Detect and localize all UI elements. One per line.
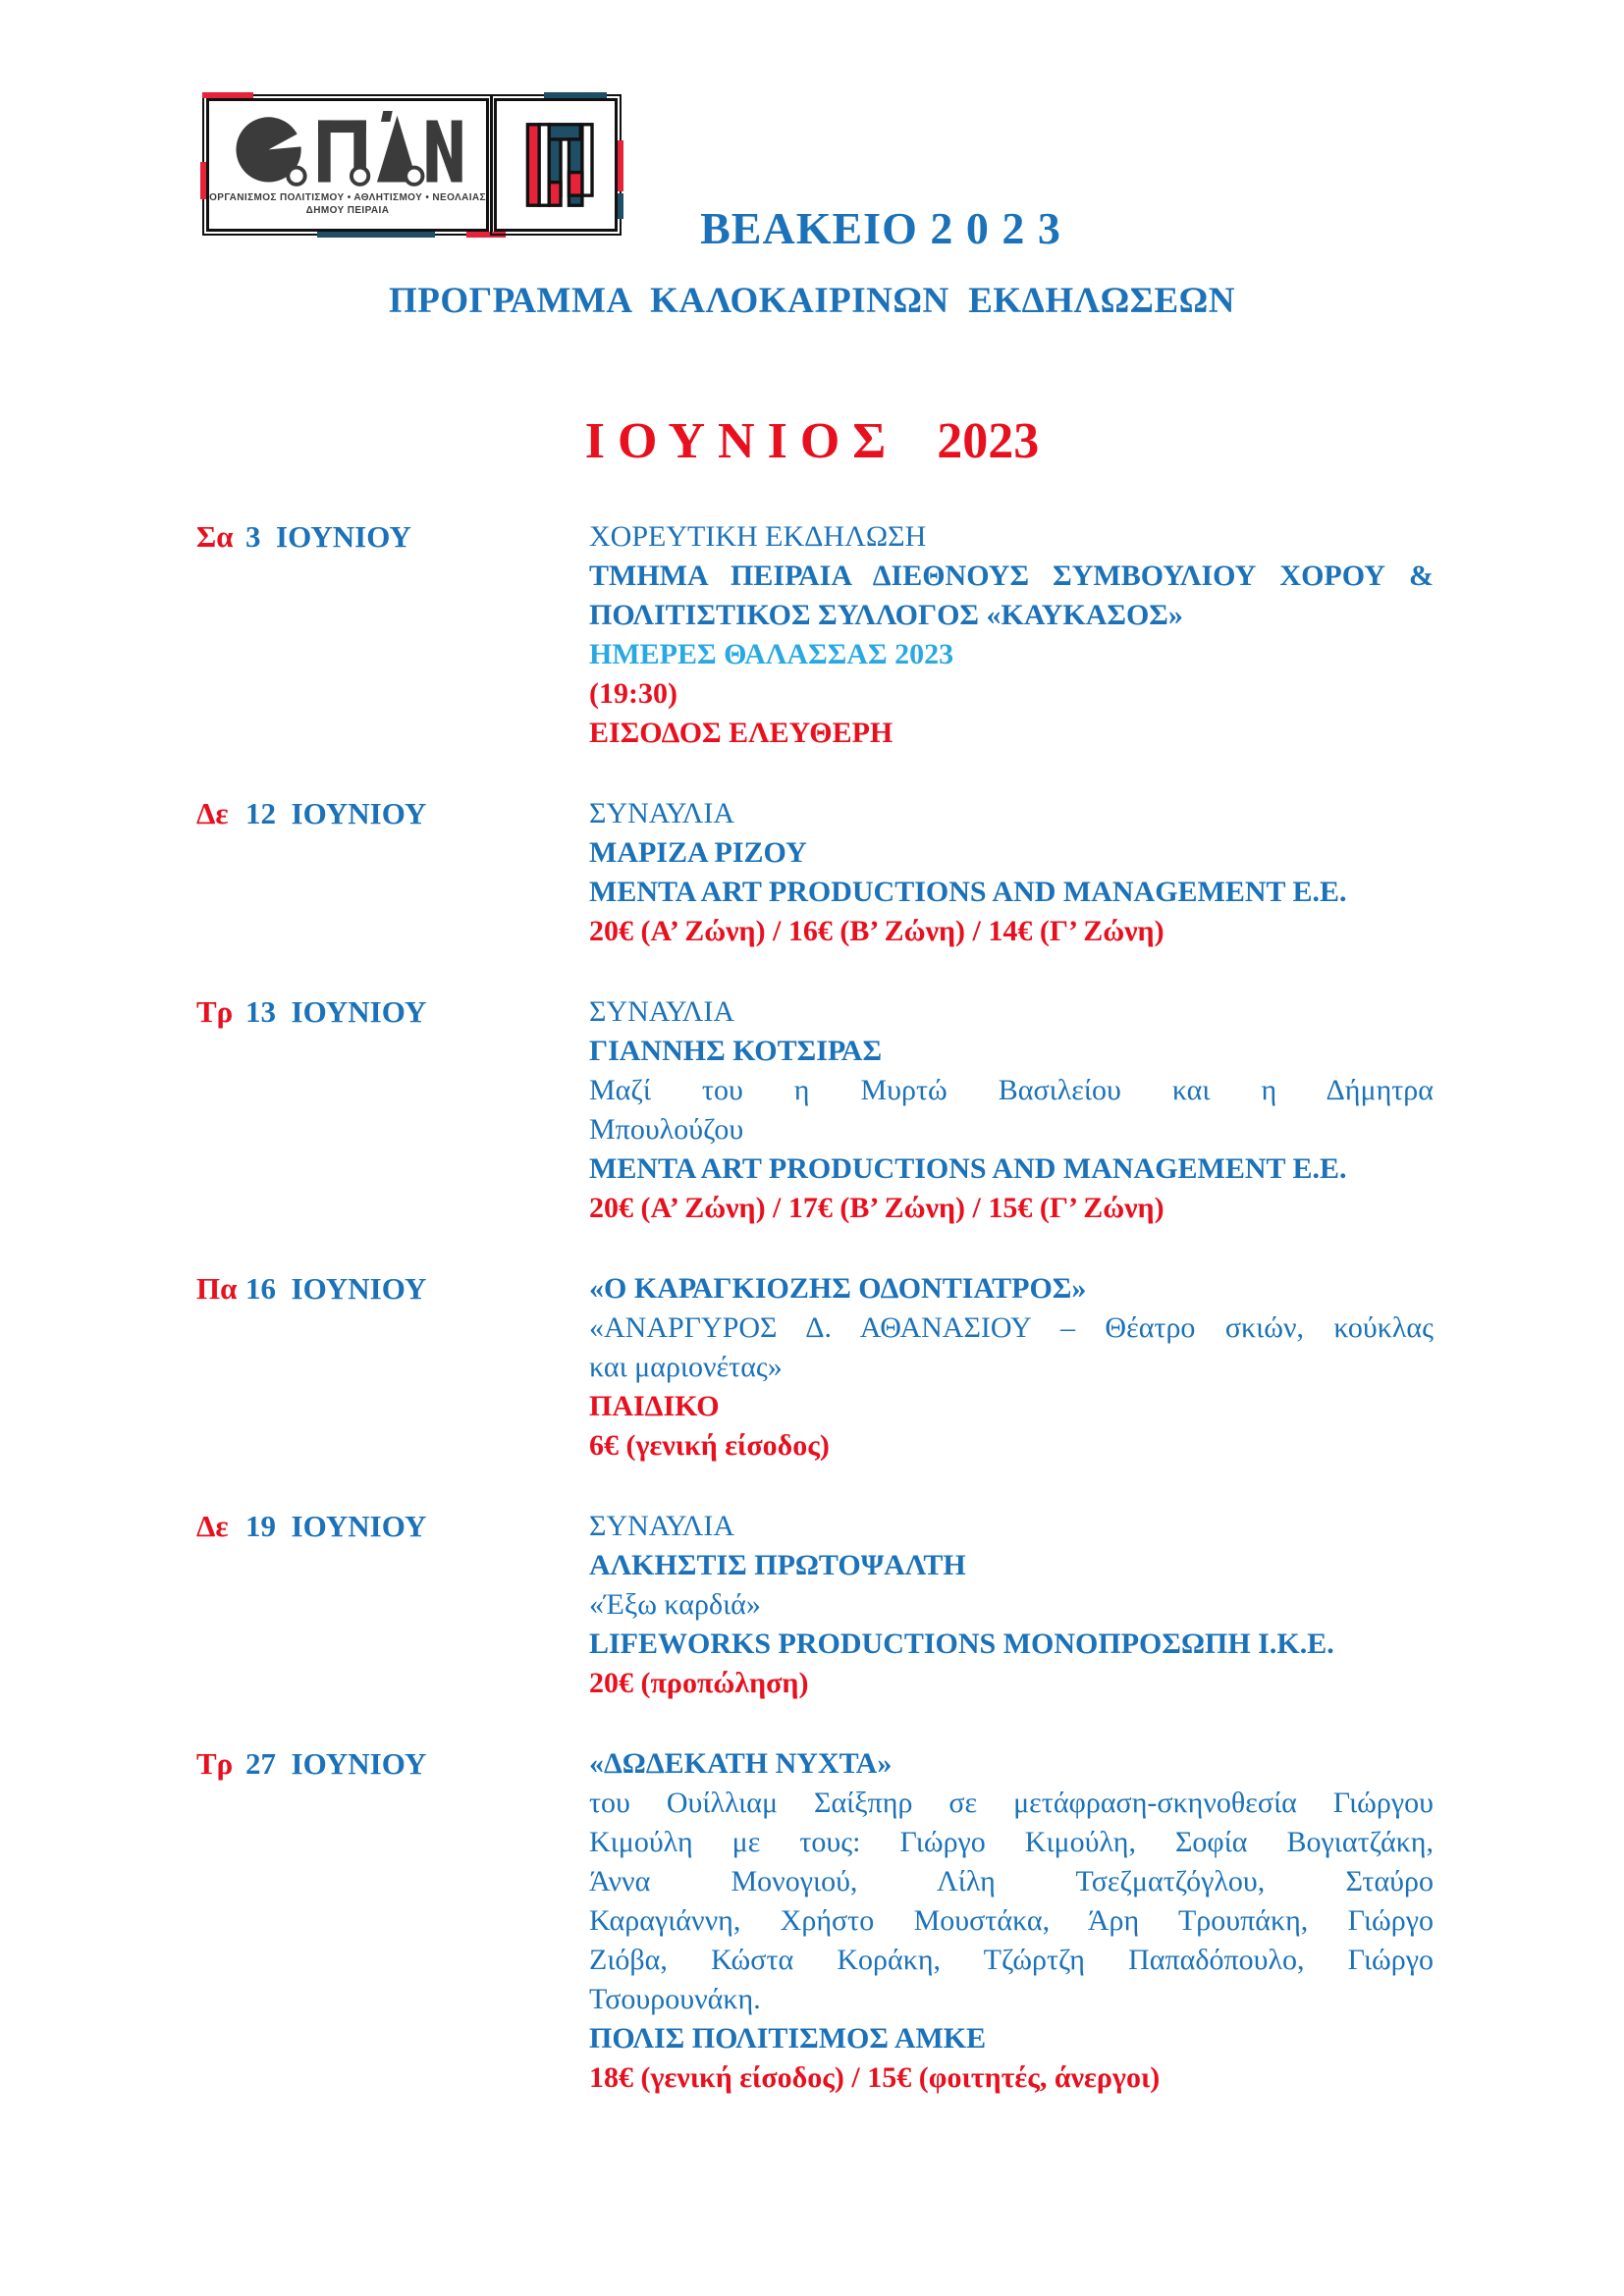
event-date-text: 27 ΙΟΥΝΙΟΥ — [245, 1746, 427, 1781]
event-description — [589, 992, 1434, 1228]
event-line: ΠΟΛΙΣ ΠΟΛΙΤΙΣΜΟΣ ΑΜΚΕ — [589, 2022, 987, 2055]
event-day-abbr: Τρ — [196, 994, 242, 1029]
event-row — [0, 1269, 1624, 1466]
page-subtitle: ΠΡΟΓΡΑΜΜΑ ΚΑΛΟΚΑΙΡΙΝΩΝ ΕΚΔΗΛΩΣΕΩΝ — [388, 281, 1236, 321]
logo-accent-bar — [544, 92, 607, 98]
event-line: LIFEWORKS PRODUCTIONS ΜΟΝΟΠΡΟΣΩΠΗ Ι.Κ.Ε. — [589, 1628, 1334, 1660]
event-date-text: 12 ΙΟΥΝΙΟΥ — [245, 796, 427, 830]
event-description — [589, 1269, 1434, 1466]
event-line: MENTA ART PRODUCTIONS AND MANAGEMENT Ε.Ε. — [589, 1152, 1347, 1185]
event-line: ΓΙΑΝΝΗΣ ΚΟΤΣΙΡΑΣ — [589, 1035, 883, 1067]
logo-accent-bar — [618, 140, 623, 191]
event-line: 6€ (γενική είσοδος) — [589, 1429, 830, 1462]
event-row — [0, 1744, 1624, 2098]
event-line: Καραγιάννη, Χρήστο Μουστάκα, Άρη Τρουπάκη, Γιώργο — [589, 1904, 1434, 1937]
event-row — [0, 517, 1624, 753]
event-line: «Έξω καρδιά» — [589, 1588, 761, 1621]
event-line: «ΔΩΔΕΚΑΤΗ ΝΥΧΤΑ» — [589, 1747, 893, 1780]
logo-accent-bar — [202, 92, 253, 98]
event-date — [196, 1269, 589, 1466]
event-line: ΤΜΗΜΑ ΠΕΙΡΑΙΑ ΔΙΕΘΝΟΥΣ ΣΥΜΒΟΥΛΙΟΥ ΧΟΡΟΥ & — [589, 560, 1434, 592]
event-line: Άννα Μονογιού, Λίλη Τσεζματζόγλου, Σταύρο — [589, 1865, 1434, 1897]
logo-org-line1: ΟΡΓΑΝΙΣΜΟΣ ΠΟΛΙΤΙΣΜΟΥ • ΑΘΛΗΤΙΣΜΟΥ • ΝΕΟΛΑΙΑΣ — [209, 192, 486, 203]
event-row — [0, 794, 1624, 951]
event-line: Τσουρουνάκη. — [589, 1983, 761, 2015]
event-date — [196, 794, 589, 951]
event-line: του Ουίλλιαμ Σαίξπηρ σε μετάφραση-σκηνοθεσία Γιώργου — [589, 1787, 1434, 1819]
event-line: Κιμούλη με τους: Γιώργο Κιμούλη, Σοφία Βογιατζάκη, — [589, 1826, 1434, 1858]
month-title: Ι Ο Υ Ν Ι Ο Σ 2023 — [584, 413, 1040, 469]
event-line: ΠΟΛΙΤΙΣΤΙΚΟΣ ΣΥΛΛΟΓΟΣ «ΚΑΥΚΑΣΟΣ» — [589, 599, 1183, 631]
event-date-text: 19 ΙΟΥΝΙΟΥ — [245, 1509, 427, 1543]
event-line: ΣΥΝΑΥΛΙΑ — [589, 995, 735, 1028]
event-line: (19:30) — [589, 677, 677, 710]
event-date — [196, 1507, 589, 1703]
event-description — [589, 517, 1434, 753]
event-line: 20€ (Α’ Ζώνη) / 17€ (Β’ Ζώνη) / 15€ (Γ’ Ζώνη) — [589, 1192, 1164, 1224]
event-line: και μαριονέτας» — [589, 1351, 783, 1383]
event-description — [589, 794, 1434, 951]
event-day-abbr: Τρ — [196, 1746, 242, 1781]
event-description — [589, 1507, 1434, 1703]
event-line: 18€ (γενική είσοδος) / 15€ (φοιτητές, άνεργοι) — [589, 2061, 1161, 2094]
opan-logo-icon — [230, 111, 465, 191]
event-description — [589, 1744, 1434, 2098]
event-date-text: 3 ΙΟΥΝΙΟΥ — [245, 519, 411, 554]
event-line: «Ο ΚΑΡΑΓΚΙΟΖΗΣ ΟΔΟΝΤΙΑΤΡΟΣ» — [589, 1272, 1087, 1305]
event-date-text: 13 ΙΟΥΝΙΟΥ — [245, 994, 427, 1029]
event-date-text: 16 ΙΟΥΝΙΟΥ — [245, 1271, 427, 1306]
event-line: ΣΥΝΑΥΛΙΑ — [589, 797, 735, 829]
event-day-abbr: Δε — [196, 796, 237, 830]
event-day-abbr: Πα — [196, 1271, 245, 1306]
logo-accent-bar — [200, 162, 206, 199]
event-row — [0, 992, 1624, 1228]
event-line: ΜΑΡΙΖΑ ΡΙΖΟΥ — [589, 836, 807, 869]
events-list — [0, 517, 1624, 2139]
logo-org-line2: ΔΗΜΟΥ ΠΕΙΡΑΙΑ — [305, 205, 390, 216]
event-line: 20€ (Α’ Ζώνη) / 16€ (Β’ Ζώνη) / 14€ (Γ’ Ζώνη) — [589, 915, 1164, 947]
event-row — [0, 1507, 1624, 1703]
event-day-abbr: Σα — [196, 519, 242, 554]
event-line: Μπουλούζου — [589, 1113, 744, 1146]
event-date — [196, 1744, 589, 2098]
event-line: ΠΑΙΔΙΚΟ — [589, 1390, 720, 1422]
event-line: ΧΟΡΕΥΤΙΚΗ ΕΚΔΗΛΩΣΗ — [589, 520, 927, 553]
event-line: 20€ (προπώληση) — [589, 1667, 809, 1699]
event-line: Μαζί του η Μυρτώ Βασιλείου και η Δήμητρα — [589, 1074, 1434, 1106]
event-date — [196, 992, 589, 1228]
event-date — [196, 517, 589, 753]
event-line: MENTA ART PRODUCTIONS AND MANAGEMENT Ε.Ε. — [589, 876, 1347, 908]
event-line: ΗΜΕΡΕΣ ΘΑΛΑΣΣΑΣ 2023 — [589, 638, 954, 670]
event-line: «ΑΝΑΡΓΥΡΟΣ Δ. ΑΘΑΝΑΣΙΟΥ – Θέατρο σκιών, κούκλας — [589, 1311, 1434, 1344]
event-line: ΣΥΝΑΥΛΙΑ — [589, 1510, 735, 1542]
event-line: ΕΙΣΟΔΟΣ ΕΛΕΥΘΕΡΗ — [589, 717, 893, 749]
event-line: Ζιόβα, Κώστα Κοράκη, Τζώρτζη Παπαδόπουλο, Γιώργο — [589, 1944, 1434, 1976]
event-day-abbr: Δε — [196, 1509, 237, 1543]
page-title: ΒΕΑΚΕΙΟ 2 0 2 3 — [700, 203, 1061, 253]
event-line: ΑΛΚΗΣΤΙΣ ΠΡΩΤΟΨΑΛΤΗ — [589, 1549, 966, 1581]
